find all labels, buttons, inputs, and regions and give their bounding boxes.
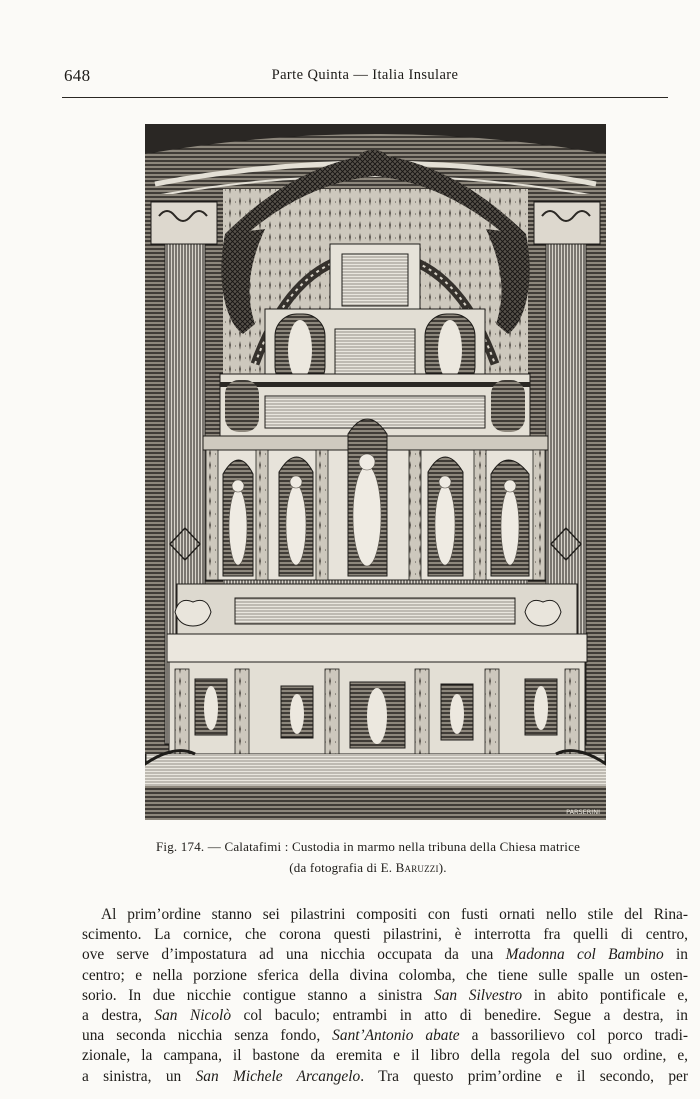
figure-caption-line2: (da fotografia di E. Baruzzi). [289,860,447,875]
text-line: sorio. In due nicchie contigue stanno a sinistra San Silvestro in abito pontificale e, [82,986,689,1004]
text-line: una seconda nicchia senza fondo, Sant’Antonio abate a bassorilievo col porco tradi- [82,1027,688,1045]
engraver-signature: PARSERINI [566,808,600,816]
text-line: scimento. La cornice, che corona questi pilastrini, è interrotta fra quelli di centro, [82,926,688,944]
text-line: ove serve d’impostatura ad una nicchia occupata da una Madonna col Bambino in [82,946,688,964]
text-line: a destra, San Nicolò col baculo; entrambi in atto di benedire. Segue a destra, in [82,1007,688,1025]
header-rule [62,97,668,98]
figure-caption-line1: Fig. 174. — Calatafimi : Custodia in marmo nella tribuna della Chiesa matrice [155,839,581,854]
text-line: Al prim’ordine stanno sei pilastrini compositi con fusti ornati nello stile del Rina- [101,906,688,923]
engraving-figure [145,124,606,820]
page-number: 648 [64,66,91,85]
running-header [64,66,666,90]
text-line: zionale, la campana, il bastone da eremita e il libro della regola del suo ordine, e, [82,1047,688,1065]
body-paragraph [82,905,688,1087]
text-line: centro; e nella porzione sferica della divina colomba, che tiene sulle spalle un osten- [82,966,688,984]
photographer-name: Baruzzi [395,860,439,875]
text-line: a sinistra, un San Michele Arcangelo. Tra questo prim’ordine e il secondo, per [82,1067,688,1085]
running-title: Parte Quinta — Italia Insulare [271,67,459,83]
